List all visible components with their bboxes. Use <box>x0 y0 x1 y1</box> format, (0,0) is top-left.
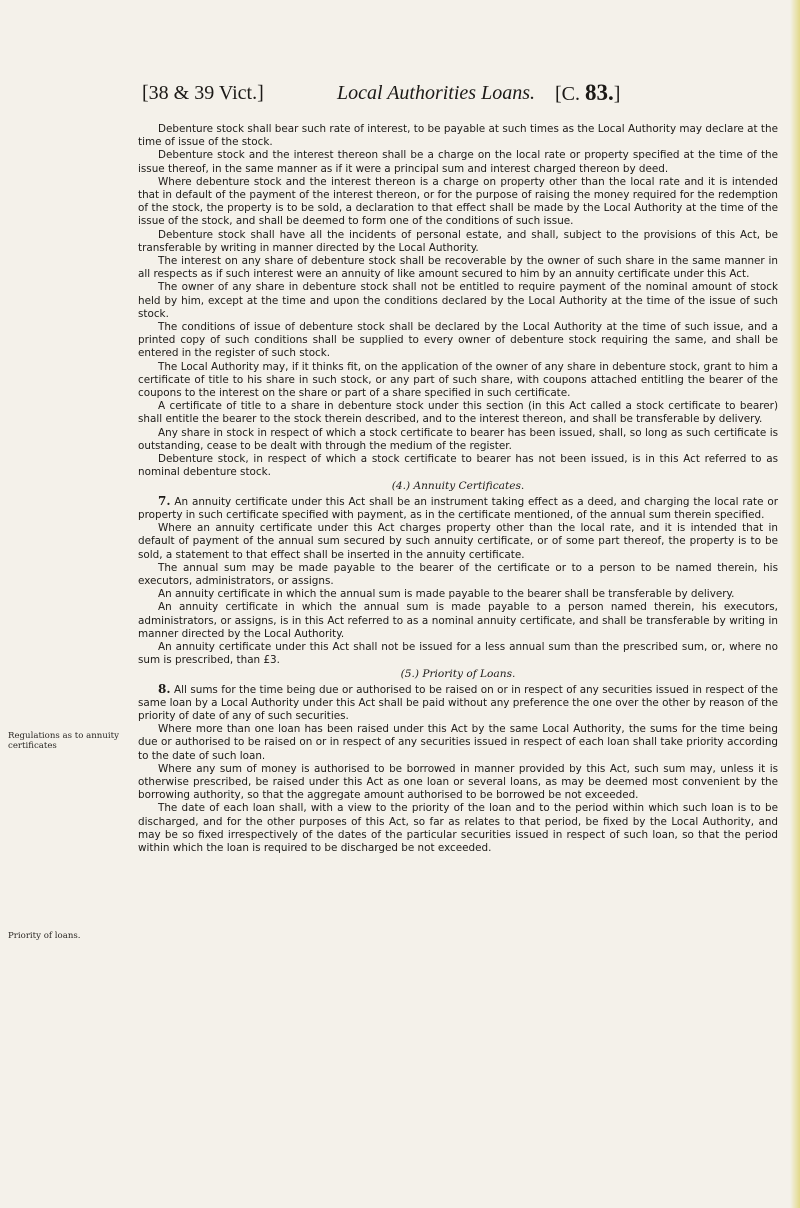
body-text <box>138 123 778 855</box>
section-number: 7. <box>158 493 171 508</box>
paragraph: Debenture stock shall have all the incidents of personal estate, and shall, subject to the provisions of this Act, be transferable by writing in manner directed by the Local Authority. <box>138 228 778 254</box>
paragraph: An annuity certificate in which the annual sum is made payable to a person named therein, his executors, administrators, or assigns, is in this Act referred to as a nominal annuity certificate, and shall be transferable by writing in manner directed by the Local Authority. <box>138 601 778 640</box>
page-header <box>142 78 782 112</box>
paragraph: Debenture stock, in respect of which a stock certificate to bearer has not been issued, is in this Act referred to as nominal debenture stock. <box>138 453 778 479</box>
subheading-priority-of-loans: (5.) Priority of Loans. <box>400 668 516 681</box>
header-chapter <box>555 80 620 106</box>
section-8-text: All sums for the time being due or authorised to be raised on or in respect of any securities issued in respect of the same loan by a Local Authority under this Act shall be paid without any preference the one over the other by reason of the priority of date of any of such securities. <box>138 683 778 722</box>
paragraph: A certificate of title to a share in debenture stock under this section (in this Act called a stock certificate to bearer) shall entitle the bearer to the stock therein described, and to the interest thereon, and shall be transferable by delivery. <box>138 400 778 426</box>
paragraph: Where more than one loan has been raised under this Act by the same Local Authority, the sums for the time being due or authorised to be raised on or in respect of any securities issued in respect of each loan shall take priority according to the date of such loan. <box>138 723 778 762</box>
paragraph: The date of each loan shall, with a view to the priority of the loan and to the period within which such loan is to be discharged, and for the other purposes of this Act, so far as relates to that period, be fixed by the Local Authority, and may be so fixed irrespectively of the dates of the particular securities issued in respect of such loan, so that the period within which the loan is required to be discharged be not exceeded. <box>138 802 778 854</box>
section-7-opening <box>138 495 778 522</box>
section-number: 8. <box>158 681 171 696</box>
margin-note-regulations: Regulations as to annuity certificates <box>8 731 119 751</box>
header-chapter-prefix: [C. <box>555 83 580 105</box>
header-regnal-year: [38 & 39 Vict.] <box>142 82 264 104</box>
paragraph: Any share in stock in respect of which a stock certificate to bearer has been issued, shall, so long as such certificate is outstanding, cease to be dealt with through the medium of the register. <box>138 426 778 452</box>
header-title: Local Authorities Loans. <box>337 82 535 104</box>
paragraph: Debenture stock shall bear such rate of interest, to be payable at such times as the Local Authority may declare at the time of issue of the stock. <box>138 123 778 149</box>
section-7-text: An annuity certificate under this Act shall be an instrument taking effect as a deed, and charging the local rate or property in such certificate specified with payment, as in the certificate mentioned, of the annual sum therein specified. <box>138 495 778 521</box>
paragraph: Where an annuity certificate under this Act charges property other than the local rate, and it is intended that in default of payment of the annual sum secured by such annuity certificate, or of some part thereof, the property is to be sold, a statement to that effect shall be inserted in the annuity certificate. <box>138 522 778 561</box>
header-chapter-suffix: ] <box>613 83 621 105</box>
paragraph: The Local Authority may, if it thinks fit, on the application of the owner of any share in debenture stock, grant to him a certificate of title to his share in such stock, or any part of such share, with coupons attached entitling the bearer of the coupons to the interest on the share or part of a share specified in such certificate. <box>138 360 778 400</box>
paragraph: Debenture stock and the interest thereon shall be a charge on the local rate or property specified at the time of the issue thereof, in the same manner as if it were a principal sum and interest charged thereon by deed. <box>138 149 778 175</box>
paragraph: The owner of any share in debenture stock shall not be entitled to require payment of the nominal amount of stock held by him, except at the time and upon the conditions declared by the Local Authority at the time of the issue of such stock. <box>138 281 778 320</box>
paragraph: The interest on any share of debenture stock shall be recoverable by the owner of such share in the same manner in all respects as if such interest were an annuity of like amount secured to him by an annuity certificate under this Act. <box>138 255 778 281</box>
paragraph: An annuity certificate under this Act shall not be issued for a less annual sum than the prescribed sum, or, where no sum is prescribed, than £3. <box>138 640 778 667</box>
paragraph: Where debenture stock and the interest thereon is a charge on property other than the local rate and it is intended that in default of the payment of the interest thereon, or for the purpose of raising the money required for the redemption of the stock, the property is to be sold, a declaration to that effect shall be made by the Local Authority at the time of the issue of the stock, and shall be deemed to form one of the conditions of such issue. <box>138 175 778 228</box>
subheading-annuity-certificates: (4.) Annuity Certificates. <box>391 480 525 493</box>
paragraph: An annuity certificate in which the annual sum is made payable to the bearer shall be transferable by delivery. <box>158 588 735 601</box>
paragraph: Where any sum of money is authorised to be borrowed in manner provided by this Act, such sum may, unless it is otherwise prescribed, be raised under this Act as one loan or several loans, as may be deemed most convenient by the borrowing authority, so that the aggregate amount authorised to be borrowed be not exceeded. <box>138 762 778 802</box>
margin-note-priority: Priority of loans. <box>8 931 81 941</box>
paragraph: The conditions of issue of debenture stock shall be declared by the Local Authority at the time of such issue, and a printed copy of such conditions shall be supplied to every owner of debenture stock requiring the same, and shall be entered in the register of such stock. <box>138 321 778 360</box>
section-8-opening <box>138 683 778 724</box>
paragraph: The annual sum may be made payable to the bearer of the certificate or to a person to be named therein, his executors, administrators, or assigns. <box>138 561 778 587</box>
page-edge <box>790 0 800 1208</box>
header-chapter-number: 83. <box>585 80 614 105</box>
